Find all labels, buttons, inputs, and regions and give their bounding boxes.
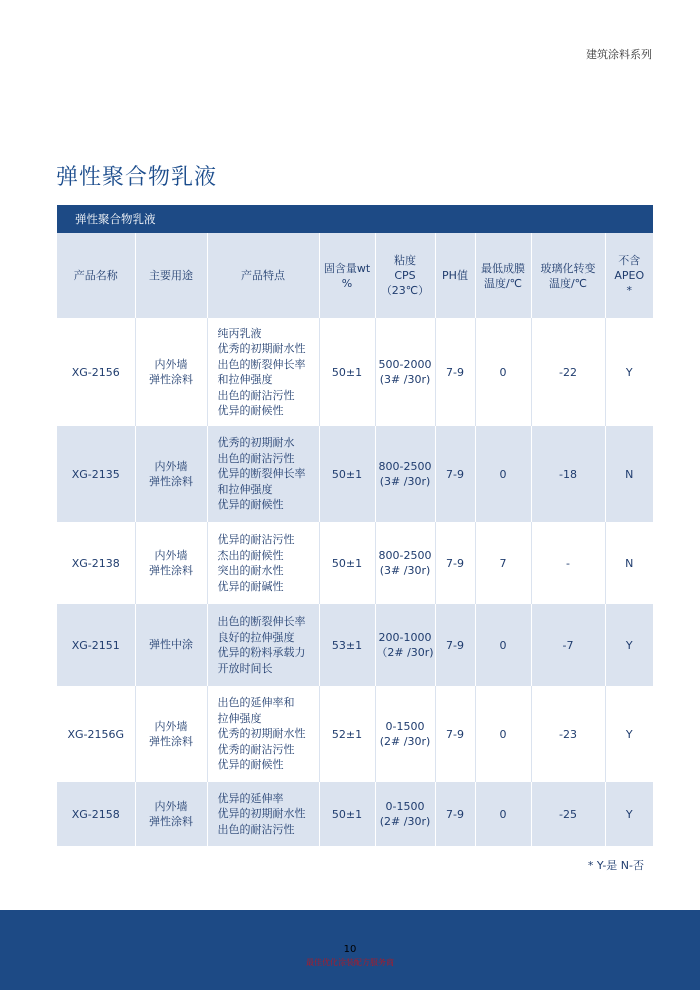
cell-solids: 50±1 bbox=[319, 318, 375, 426]
cell-tg: -7 bbox=[531, 604, 605, 686]
table-header-row bbox=[57, 233, 653, 318]
cell-tg: -25 bbox=[531, 782, 605, 846]
cell-viscosity: 200-1000 （2# /30r) bbox=[375, 604, 435, 686]
cell-apeo: Y bbox=[605, 604, 653, 686]
header-use: 主要用途 bbox=[135, 233, 207, 318]
cell-apeo: Y bbox=[605, 686, 653, 782]
header-features: 产品特点 bbox=[207, 233, 319, 318]
cell-viscosity: 0-1500 (2# /30r) bbox=[375, 782, 435, 846]
cell-apeo: Y bbox=[605, 782, 653, 846]
cell-ph: 7-9 bbox=[435, 522, 475, 604]
cell-mfft: 0 bbox=[475, 782, 531, 846]
header-viscosity: 粘度 CPS （23℃） bbox=[375, 233, 435, 318]
cell-tg: -23 bbox=[531, 686, 605, 782]
cell-mfft: 0 bbox=[475, 318, 531, 426]
cell-use: 内外墙 弹性涂料 bbox=[135, 782, 207, 846]
cell-features: 纯丙乳液 优秀的初期耐水性 出色的断裂伸长率 和拉伸强度 出色的耐沾污性 优异的耐候性 bbox=[207, 318, 319, 426]
cell-use: 内外墙 弹性涂料 bbox=[135, 522, 207, 604]
cell-features: 出色的延伸率和 拉伸强度 优秀的初期耐水性 优秀的耐沾污性 优异的耐候性 bbox=[207, 686, 319, 782]
series-label: 建筑涂料系列 bbox=[586, 48, 652, 61]
cell-apeo: N bbox=[605, 426, 653, 522]
cell-apeo: N bbox=[605, 522, 653, 604]
cell-name: XG-2135 bbox=[57, 426, 135, 522]
cell-features: 优异的耐沾污性 杰出的耐候性 突出的耐水性 优异的耐碱性 bbox=[207, 522, 319, 604]
cell-ph: 7-9 bbox=[435, 782, 475, 846]
header-solids: 固含量wt % bbox=[319, 233, 375, 318]
cell-solids: 50±1 bbox=[319, 522, 375, 604]
cell-solids: 50±1 bbox=[319, 782, 375, 846]
cell-name: XG-2151 bbox=[57, 604, 135, 686]
cell-mfft: 0 bbox=[475, 686, 531, 782]
table-row bbox=[57, 782, 653, 846]
cell-features: 优秀的初期耐水 出色的耐沾污性 优异的断裂伸长率 和拉伸强度 优异的耐候性 bbox=[207, 426, 319, 522]
header-name: 产品名称 bbox=[57, 233, 135, 318]
cell-ph: 7-9 bbox=[435, 426, 475, 522]
cell-mfft: 7 bbox=[475, 522, 531, 604]
cell-use: 内外墙 弹性涂料 bbox=[135, 426, 207, 522]
cell-ph: 7-9 bbox=[435, 686, 475, 782]
cell-viscosity: 500-2000 (3# /30r) bbox=[375, 318, 435, 426]
header-tg: 玻璃化转变 温度/℃ bbox=[531, 233, 605, 318]
table-row bbox=[57, 522, 653, 604]
header-ph: PH值 bbox=[435, 233, 475, 318]
cell-tg: - bbox=[531, 522, 605, 604]
table-row bbox=[57, 426, 653, 522]
product-table bbox=[57, 205, 653, 846]
cell-apeo: Y bbox=[605, 318, 653, 426]
cell-mfft: 0 bbox=[475, 426, 531, 522]
cell-solids: 50±1 bbox=[319, 426, 375, 522]
cell-solids: 53±1 bbox=[319, 604, 375, 686]
cell-ph: 7-9 bbox=[435, 604, 475, 686]
cell-tg: -22 bbox=[531, 318, 605, 426]
cell-name: XG-2156G bbox=[57, 686, 135, 782]
cell-name: XG-2158 bbox=[57, 782, 135, 846]
cell-use: 内外墙 弹性涂料 bbox=[135, 686, 207, 782]
header-mfft: 最低成膜 温度/℃ bbox=[475, 233, 531, 318]
cell-features: 优异的延伸率 优异的初期耐水性 出色的耐沾污性 bbox=[207, 782, 319, 846]
cell-tg: -18 bbox=[531, 426, 605, 522]
cell-use: 弹性中涂 bbox=[135, 604, 207, 686]
table-row bbox=[57, 604, 653, 686]
cell-features: 出色的断裂伸长率 良好的拉伸强度 优异的粉料承载力 开放时间长 bbox=[207, 604, 319, 686]
cell-ph: 7-9 bbox=[435, 318, 475, 426]
cell-viscosity: 800-2500 (3# /30r) bbox=[375, 426, 435, 522]
cell-viscosity: 800-2500 (3# /30r) bbox=[375, 522, 435, 604]
footer-note: 最佳优化涂装配方服务商 bbox=[306, 958, 394, 967]
cell-name: XG-2156 bbox=[57, 318, 135, 426]
table-row bbox=[57, 318, 653, 426]
page-number: 10 bbox=[343, 944, 357, 955]
table-caption: 弹性聚合物乳液 bbox=[57, 205, 653, 233]
cell-use: 内外墙 弹性涂料 bbox=[135, 318, 207, 426]
cell-mfft: 0 bbox=[475, 604, 531, 686]
cell-name: XG-2138 bbox=[57, 522, 135, 604]
table-row bbox=[57, 686, 653, 782]
cell-solids: 52±1 bbox=[319, 686, 375, 782]
page-title: 弹性聚合物乳液 bbox=[56, 165, 218, 190]
apeo-footnote: * Y-是 N-否 bbox=[587, 859, 644, 872]
header-apeo: 不含 APEO * bbox=[605, 233, 653, 318]
cell-viscosity: 0-1500 (2# /30r) bbox=[375, 686, 435, 782]
